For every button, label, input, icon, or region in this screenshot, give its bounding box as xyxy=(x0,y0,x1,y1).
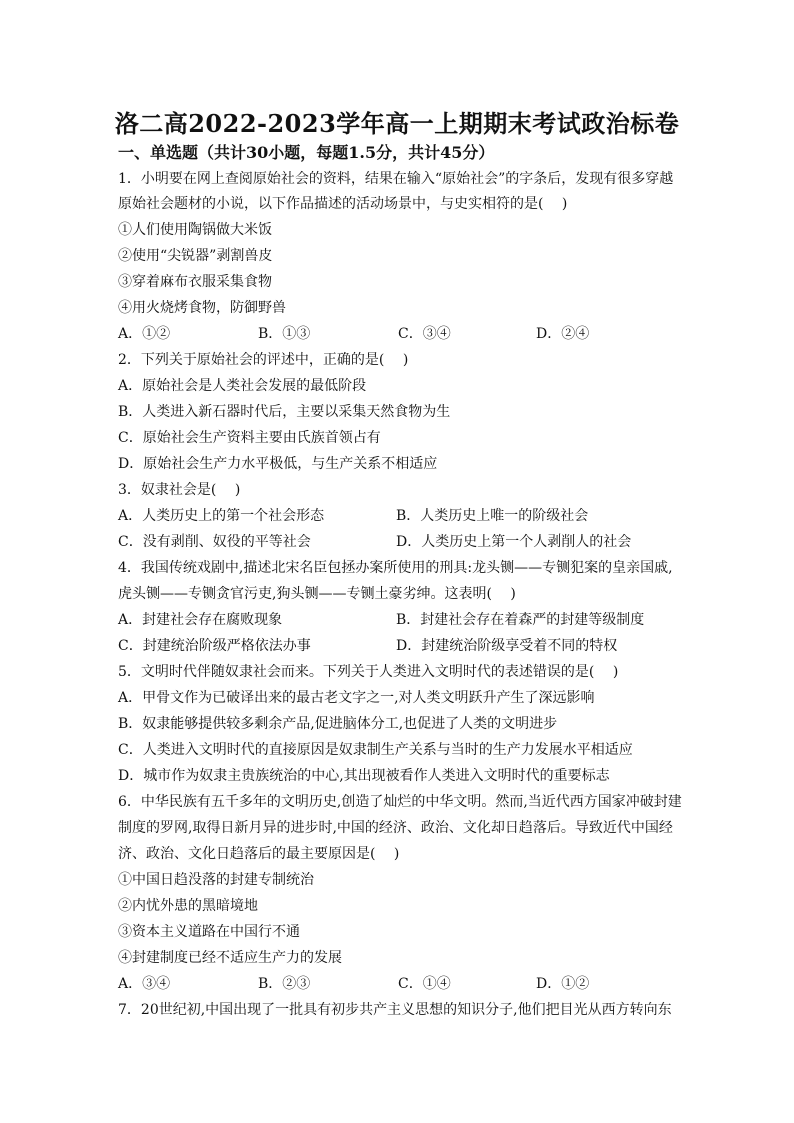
q1-option-d: D．②④ xyxy=(536,326,590,342)
q6-option-c: C．①④ xyxy=(398,976,451,992)
q5-stem: 5．文明时代伴随奴隶社会而来。下列关于人类进入文明时代的表述错误的是( ) xyxy=(118,664,619,680)
q3-option-d: D．人类历史上第一个人剥削人的社会 xyxy=(396,534,632,550)
q6-item-2: ②内忧外患的黑暗境地 xyxy=(118,898,258,914)
q6-option-d: D．①② xyxy=(536,976,590,992)
q2-option-b: B．人类进入新石器时代后，主要以采集天然食物为生 xyxy=(118,404,451,420)
q2-option-c: C．原始社会生产资料主要由氏族首领占有 xyxy=(118,430,381,446)
q3-option-c: C．没有剥削、奴役的平等社会 xyxy=(118,534,311,550)
q2-stem: 2．下列关于原始社会的评述中，正确的是( ) xyxy=(118,352,409,368)
q6-item-1: ①中国日趋没落的封建专制统治 xyxy=(118,872,314,888)
q5-option-d: D．城市作为奴隶主贵族统治的中心,其出现被看作人类进入文明时代的重要标志 xyxy=(118,768,610,784)
q3-stem: 3．奴隶社会是( ) xyxy=(118,482,241,498)
q1-option-c: C．③④ xyxy=(398,326,451,342)
q6-stem-line-1: 6．中华民族有五千多年的文明历史,创造了灿烂的中华文明。然而,当近代西方国家冲破封建 xyxy=(118,794,682,810)
q7-stem-line-1: 7．20世纪初,中国出现了一批具有初步共产主义思想的知识分子,他们把目光从西方转向东 xyxy=(118,1002,672,1018)
q4-stem-line-1: 4．我国传统戏剧中,描述北宋名臣包拯办案所使用的刑具:龙头铡——专铡犯案的皇亲国戚, xyxy=(118,560,673,576)
q6-item-4: ④封建制度已经不适应生产力的发展 xyxy=(118,950,342,966)
q4-option-b: B．封建社会存在着森严的封建等级制度 xyxy=(396,612,645,628)
q4-stem-line-2: 虎头铡——专铡贪官污吏,狗头铡——专铡土豪劣绅。这表明( ) xyxy=(118,586,516,602)
q1-item-4: ④用火烧烤食物，防御野兽 xyxy=(118,300,286,316)
q3-option-b: B．人类历史上唯一的阶级社会 xyxy=(396,508,589,524)
section-heading: 一、单选题（共计30小题，每题1.5分，共计45分） xyxy=(118,143,495,162)
q4-option-a: A．封建社会存在腐败现象 xyxy=(118,612,283,628)
q5-option-c: C．人类进入文明时代的直接原因是奴隶制生产关系与当时的生产力发展水平相适应 xyxy=(118,742,633,758)
q1-stem-line-2: 原始社会题材的小说，以下作品描述的活动场景中，与史实相符的是( ) xyxy=(118,196,568,212)
q4-option-d: D．封建统治阶级享受着不同的特权 xyxy=(396,638,618,654)
q1-stem-line-1: 1．小明要在网上查阅原始社会的资料，结果在输入“原始社会”的字条后，发现有很多穿越 xyxy=(118,171,674,187)
q1-item-1: ①人们使用陶锅做大米饭 xyxy=(118,222,272,238)
q1-option-a: A．①② xyxy=(118,326,171,342)
q6-option-a: A．③④ xyxy=(118,976,171,992)
q1-option-b: B．①③ xyxy=(258,326,311,342)
q2-option-d: D．原始社会生产力水平极低，与生产关系不相适应 xyxy=(118,456,438,472)
q6-option-b: B．②③ xyxy=(258,976,311,992)
q1-item-3: ③穿着麻布衣服采集食物 xyxy=(118,274,272,290)
q3-option-a: A．人类历史上的第一个社会形态 xyxy=(118,508,325,524)
q2-option-a: A．原始社会是人类社会发展的最低阶段 xyxy=(118,378,367,394)
q6-item-3: ③资本主义道路在中国行不通 xyxy=(118,924,300,940)
q1-item-2: ②使用“尖锐器”剥割兽皮 xyxy=(118,248,273,264)
q6-stem-line-2: 制度的罗网,取得日新月异的进步时,中国的经济、政治、文化却日趋落后。导致近代中国经 xyxy=(118,820,673,836)
q4-option-c: C．封建统治阶级严格依法办事 xyxy=(118,638,311,654)
page-title: 洛二高2022-2023学年高一上期期末考试政治标卷 xyxy=(114,109,680,138)
q5-option-b: B．奴隶能够提供较多剩余产品,促进脑体分工,也促进了人类的文明进步 xyxy=(118,716,558,732)
q6-stem-line-3: 济、政治、文化日趋落后的最主要原因是( ) xyxy=(118,846,400,862)
q5-option-a: A．甲骨文作为已破译出来的最古老文字之一,对人类文明跃升产生了深远影响 xyxy=(118,690,595,706)
